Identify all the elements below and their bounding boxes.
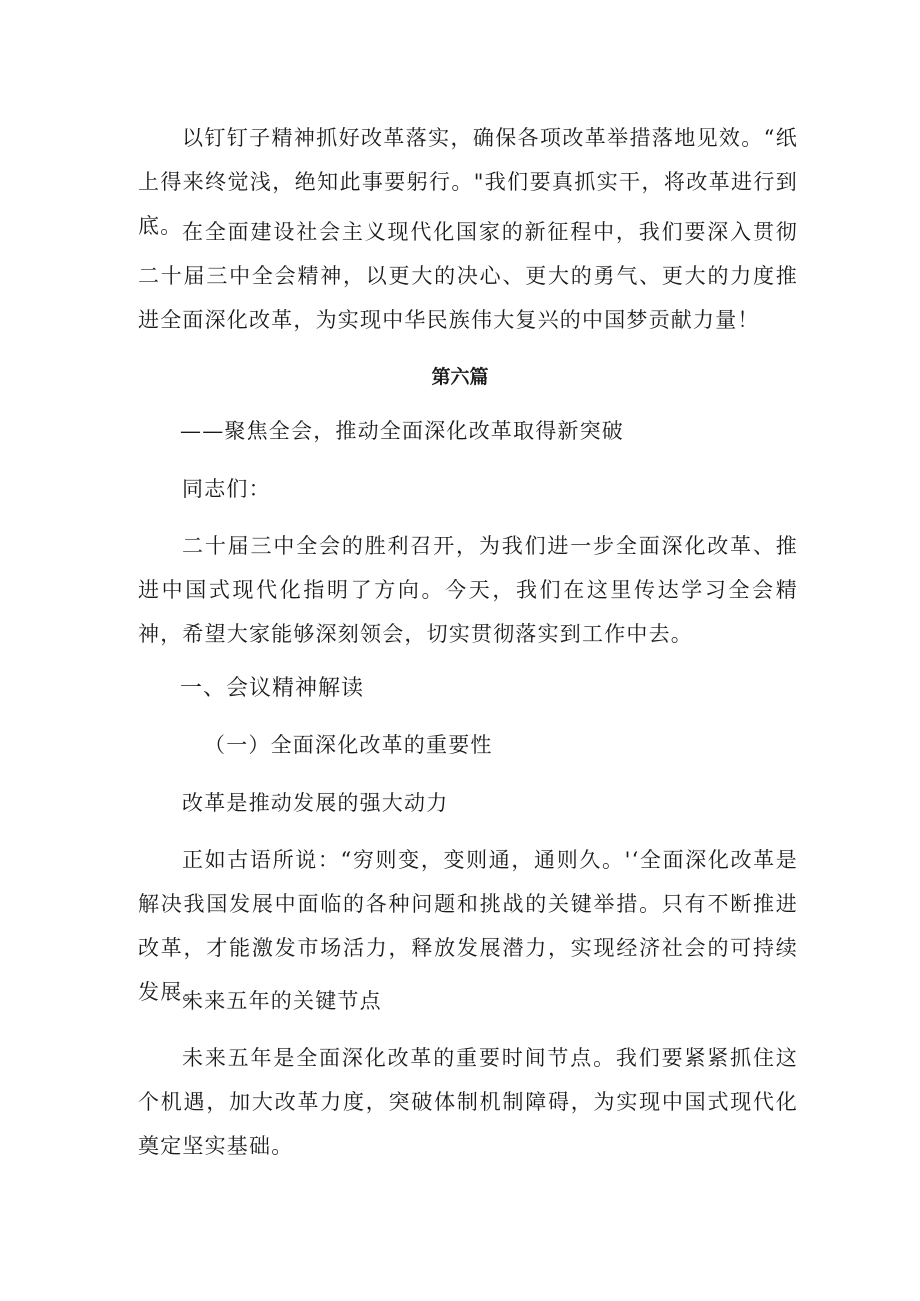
paragraph-new-journey: 在全面建设社会主义现代化国家的新征程中，我们要深入贯彻二十届三中全会精神，以更大的决心、更大的勇气、更大的力度推进全面深化改革，为实现中华民族伟大复兴的中国梦贡献力量！ bbox=[138, 220, 798, 332]
heading-meeting-spirit: 一、会议精神解读 bbox=[180, 676, 365, 701]
heading-five-years: 未来五年的关键节点 bbox=[182, 989, 382, 1013]
section-title: 第六篇 bbox=[431, 366, 489, 388]
salutation: 同志们： bbox=[182, 477, 271, 501]
heading-reform-importance: （一）全面深化改革的重要性 bbox=[204, 733, 493, 757]
section-subtitle: ——聚焦全会，推动全面深化改革取得新突破 bbox=[180, 419, 624, 443]
paragraph-ancient-saying: 正如古语所说：“穷则变，变则通，通则久。'‘全面深化改革是解决我国发展中面临的各种问题和挑战的关键举措。只有不断推进改革，才能激发市场活力，释放发展潜力，实现经济社会的可持续发展。 bbox=[138, 848, 798, 1004]
paragraph-five-years: 未来五年是全面深化改革的重要时间节点。我们要紧紧抓住这个机遇，加大改革力度，突破体制机制障碍，为实现中国式现代化奠定坚实基础。 bbox=[138, 1046, 798, 1158]
paragraph-plenary-session: 二十届三中全会的胜利召开，为我们进一步全面深化改革、推进中国式现代化指明了方向。今天，我们在这里传达学习全会精神，希望大家能够深刻领会，切实贯彻落实到工作中去。 bbox=[138, 534, 798, 646]
paragraph-reform-implementation: 以钉钉子精神抓好改革落实，确保各项改革举措落地见效。“纸上得来终觉浅，绝知此事要躬行。"我们要真抓实干，将改革进行到底。 bbox=[138, 126, 798, 238]
heading-reform-driving-force: 改革是推动发展的强大动力 bbox=[182, 791, 449, 815]
